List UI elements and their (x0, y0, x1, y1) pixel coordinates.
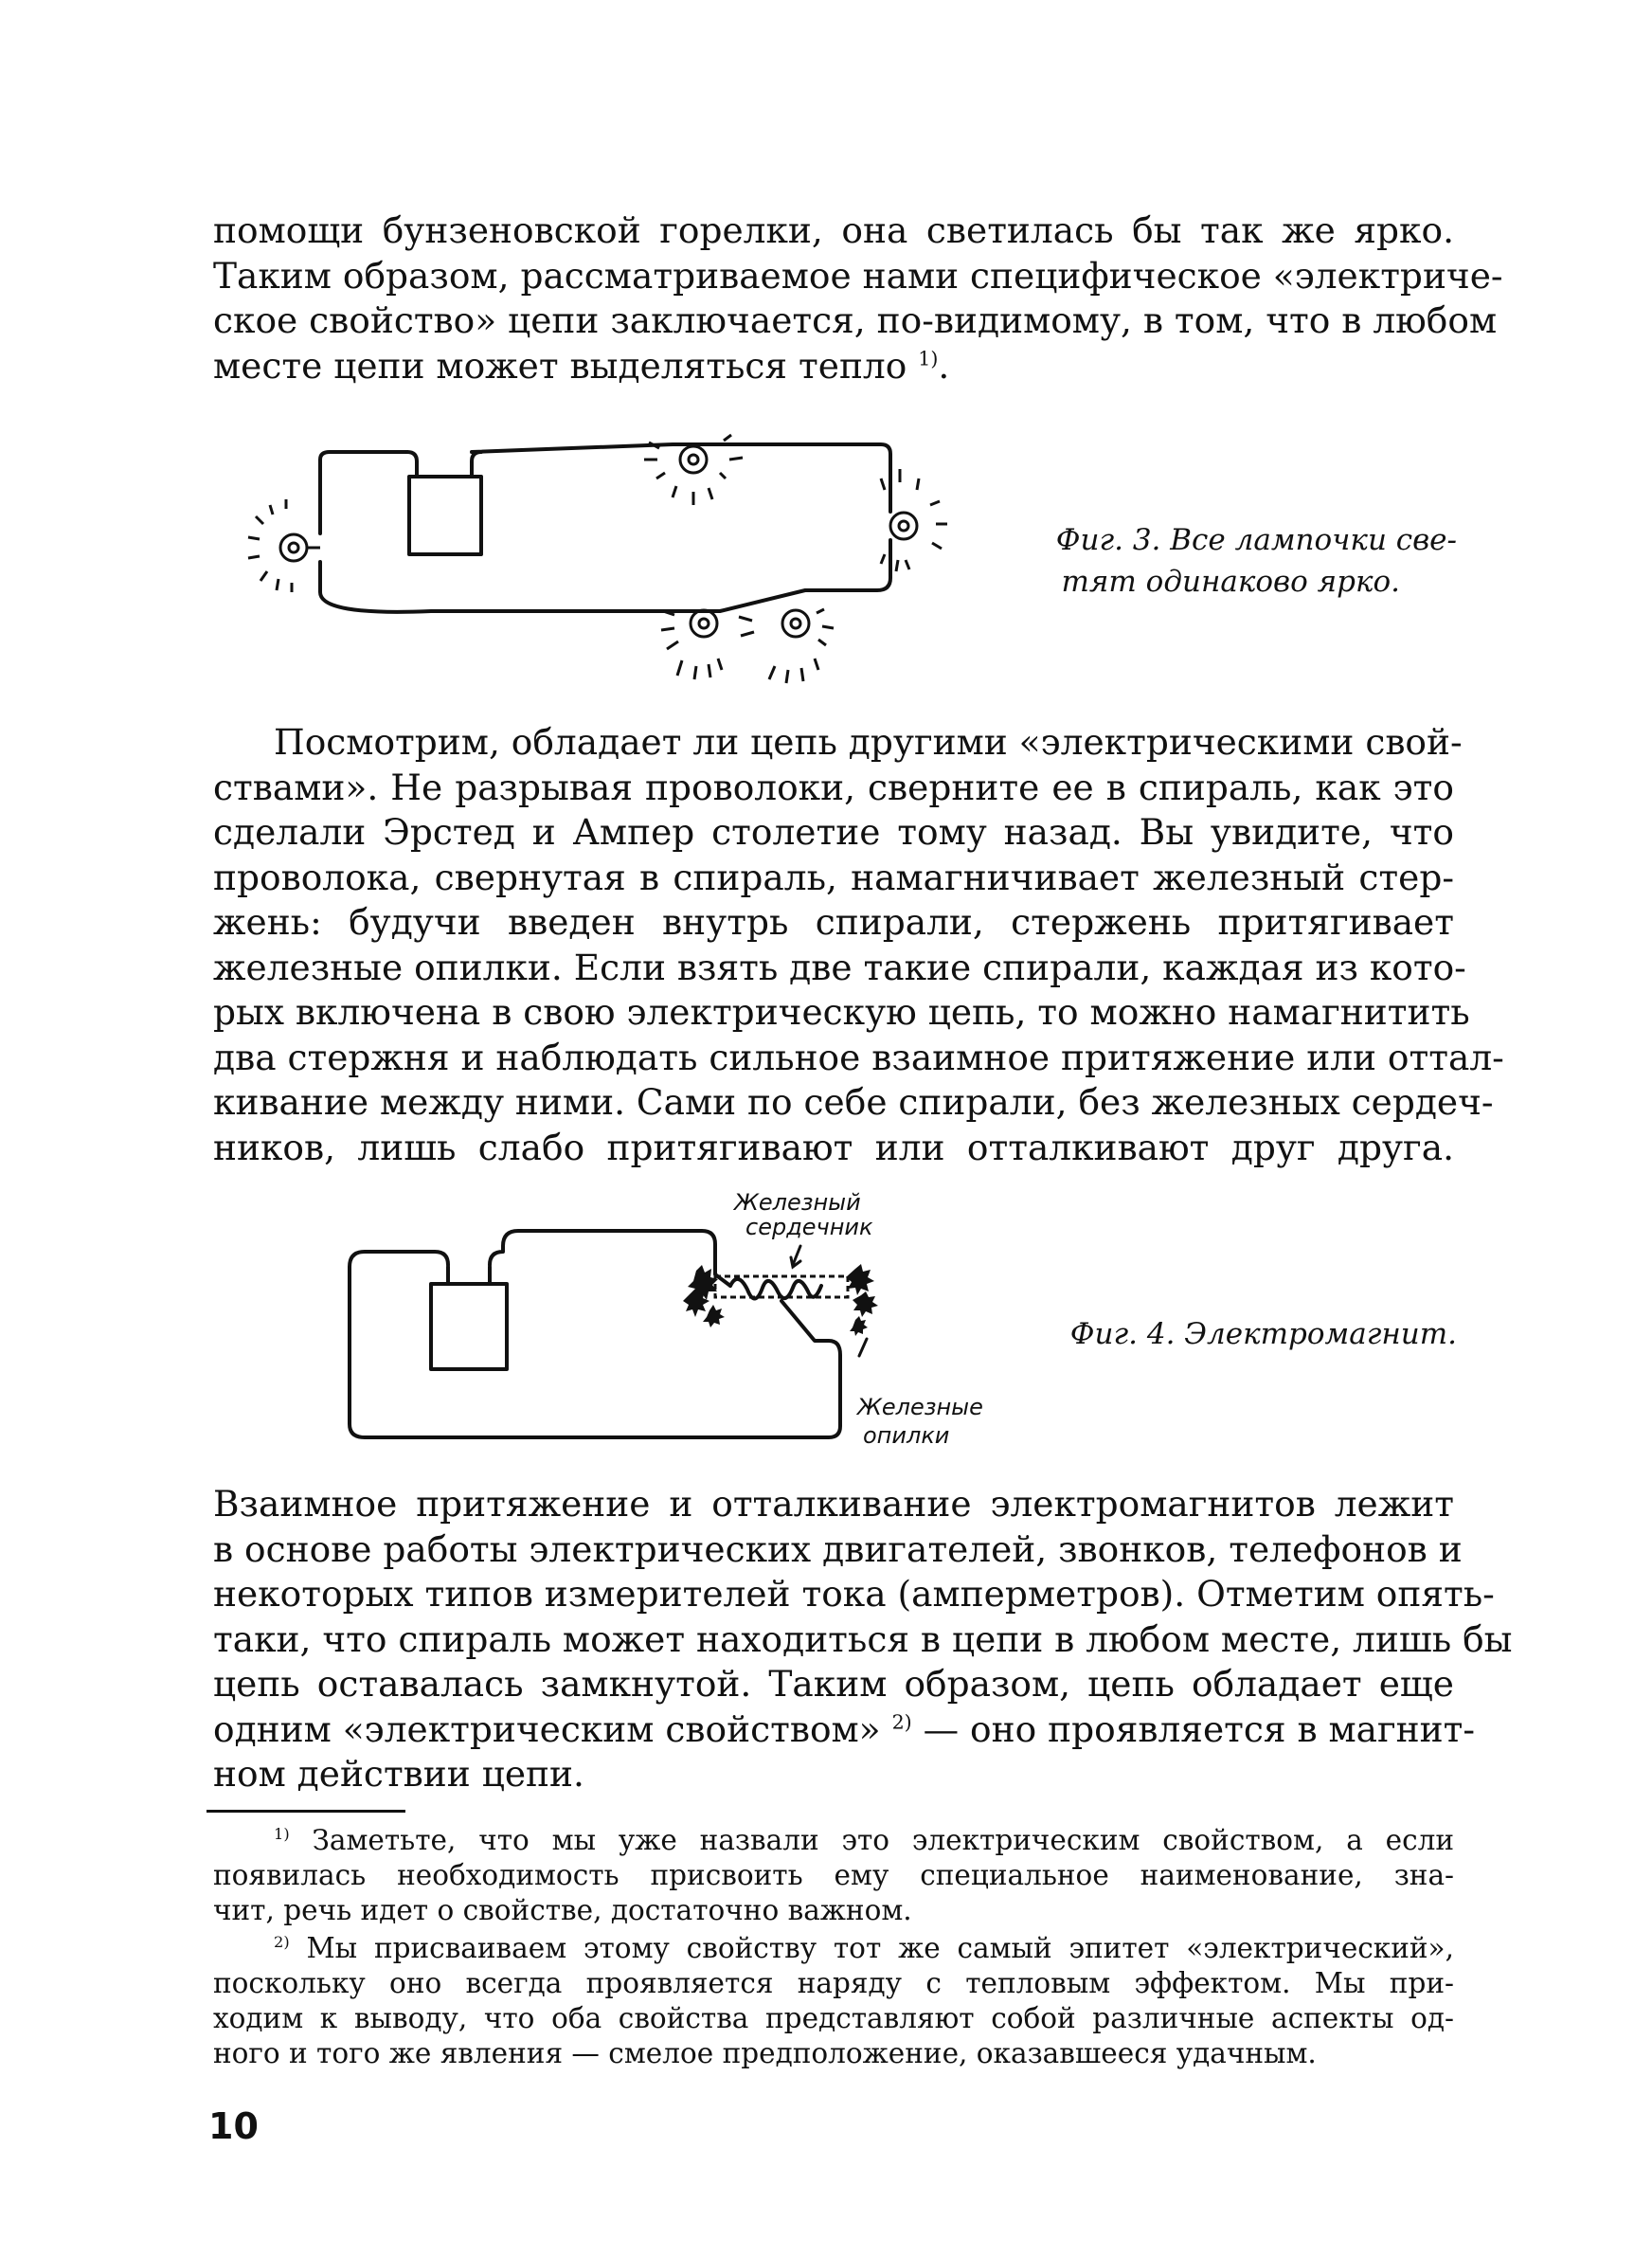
text-line: ников, лишь слабо притягивают или отталкивают друг друга. (213, 1126, 1454, 1168)
circuit-wire (320, 444, 890, 612)
text-line: Таким образом, рассматриваемое нами специфическое «электриче- (213, 254, 1503, 297)
footnote-line (213, 1931, 1454, 1966)
footnote-line: поскольку оно всегда проявляется наряду с тепловым эффектом. Мы при- (213, 1967, 1454, 1999)
footnote-marker: 2) (274, 1933, 290, 1952)
text-line: таки, что спираль может находиться в цепи в любом месте, лишь бы (213, 1617, 1513, 1660)
text-line (213, 1707, 1476, 1753)
text-line: ном действии цепи. (213, 1753, 584, 1795)
label-iron-core: сердечник (745, 1214, 873, 1240)
text-fragment: одним «электрическим свойством» (213, 1707, 881, 1750)
text-line: Взаимное притяжение и отталкивание электромагнитов лежит (213, 1483, 1454, 1525)
text-line: железные опилки. Если взять две такие спирали, каждая из кото- (213, 946, 1466, 988)
text-line: рых включена в свою электрическую цепь, то можно намагнитить (213, 991, 1470, 1033)
text-line: ское свойство» цепи заключается, по-видимому, в том, что в любом (213, 299, 1498, 341)
footnote-line: появилась необходимость присвоить ему специальное наименование, зна- (213, 1859, 1454, 1891)
text-line: цепь оставалась замкнутой. Таким образом, цепь обладает еще (213, 1663, 1454, 1705)
footnote-1 (213, 1823, 1454, 1928)
caption-line: тят одинаково ярко. (1061, 565, 1400, 599)
paragraph-3 (213, 1482, 1513, 1797)
caption-line: Фиг. 3. Все лампочки све- (1055, 523, 1457, 557)
lamp-icon-left (248, 499, 320, 592)
figure-3-circuit-diagram (227, 422, 985, 706)
footnote-divider (206, 1810, 405, 1813)
text-line: сделали Эрстед и Ампер столетие тому назад. Вы увидите, что (213, 811, 1454, 853)
footnote-line: чит, речь идет о свойстве, достаточно важном. (213, 1894, 912, 1926)
figure-4-electromagnet-diagram (336, 1189, 1037, 1464)
text-fragment: Заметьте, что мы уже назвали это электрическим свойством, а если (289, 1824, 1454, 1856)
pointer-arrow (859, 1339, 867, 1356)
label-iron-core: Железный (734, 1189, 861, 1216)
text-line: кивание между ними. Сами по себе спирали, без железных сердеч- (213, 1081, 1494, 1123)
text-line: ствами». Не разрывая проволоки, сверните ее в спираль, как это (213, 766, 1454, 808)
text-line: в основе работы электрических двигателей, звонков, телефонов и (213, 1527, 1463, 1570)
text-fragment: месте цепи может выделяться тепло (213, 344, 907, 387)
lamp-icon-bottom-1 (661, 610, 722, 679)
footnote-line (213, 1823, 1454, 1858)
text-line (213, 344, 1454, 389)
caption-line: Фиг. 4. Электромагнит. (1069, 1317, 1457, 1351)
footnote-line: ного и того же явления — смелое предположение, оказавшееся удачным. (213, 2037, 1317, 2069)
text-fragment: . (938, 344, 950, 387)
page-number: 10 (208, 2105, 259, 2147)
battery-icon (431, 1284, 507, 1369)
coil-icon (730, 1279, 821, 1299)
figure-3-caption (1004, 519, 1457, 603)
footnote-ref: 1) (918, 347, 939, 370)
footnote-ref: 2) (891, 1710, 912, 1733)
circuit-wire (490, 1231, 730, 1286)
label-iron-filings: опилки (863, 1422, 950, 1449)
footnote-2 (213, 1931, 1454, 2071)
paragraph-2 (213, 720, 1504, 1170)
text-line: помощи бунзеновской горелки, она светилась бы так же ярко. (213, 209, 1454, 251)
text-line: Посмотрим, обладает ли цепь другими «электрическими свой- (274, 721, 1463, 763)
footnote-line: ходим к выводу, что оба свойства представляют собой различные аспекты од- (213, 2002, 1454, 2034)
text-fragment: Мы присваиваем этому свойству тот же самый эпитет «электрический», (289, 1932, 1454, 1964)
footnote-marker: 1) (274, 1825, 290, 1844)
battery-icon (409, 477, 481, 554)
text-line: некоторых типов измерителей тока (амперметров). Отметим опять- (213, 1573, 1495, 1615)
text-line: проволока, свернутая в спираль, намагничивает железный стер- (213, 856, 1454, 898)
text-fragment: — оно проявляется в магнит- (911, 1707, 1476, 1750)
figure-4-caption (1042, 1313, 1457, 1355)
lamp-icon-bottom-2 (739, 609, 834, 683)
label-iron-filings: Железные (857, 1394, 983, 1420)
text-line: жень: будучи введен внутрь спирали, стержень притягивает (213, 901, 1454, 943)
text-line: два стержня и наблюдать сильное взаимное притяжение или оттал- (213, 1036, 1504, 1078)
paragraph-1 (213, 208, 1503, 388)
